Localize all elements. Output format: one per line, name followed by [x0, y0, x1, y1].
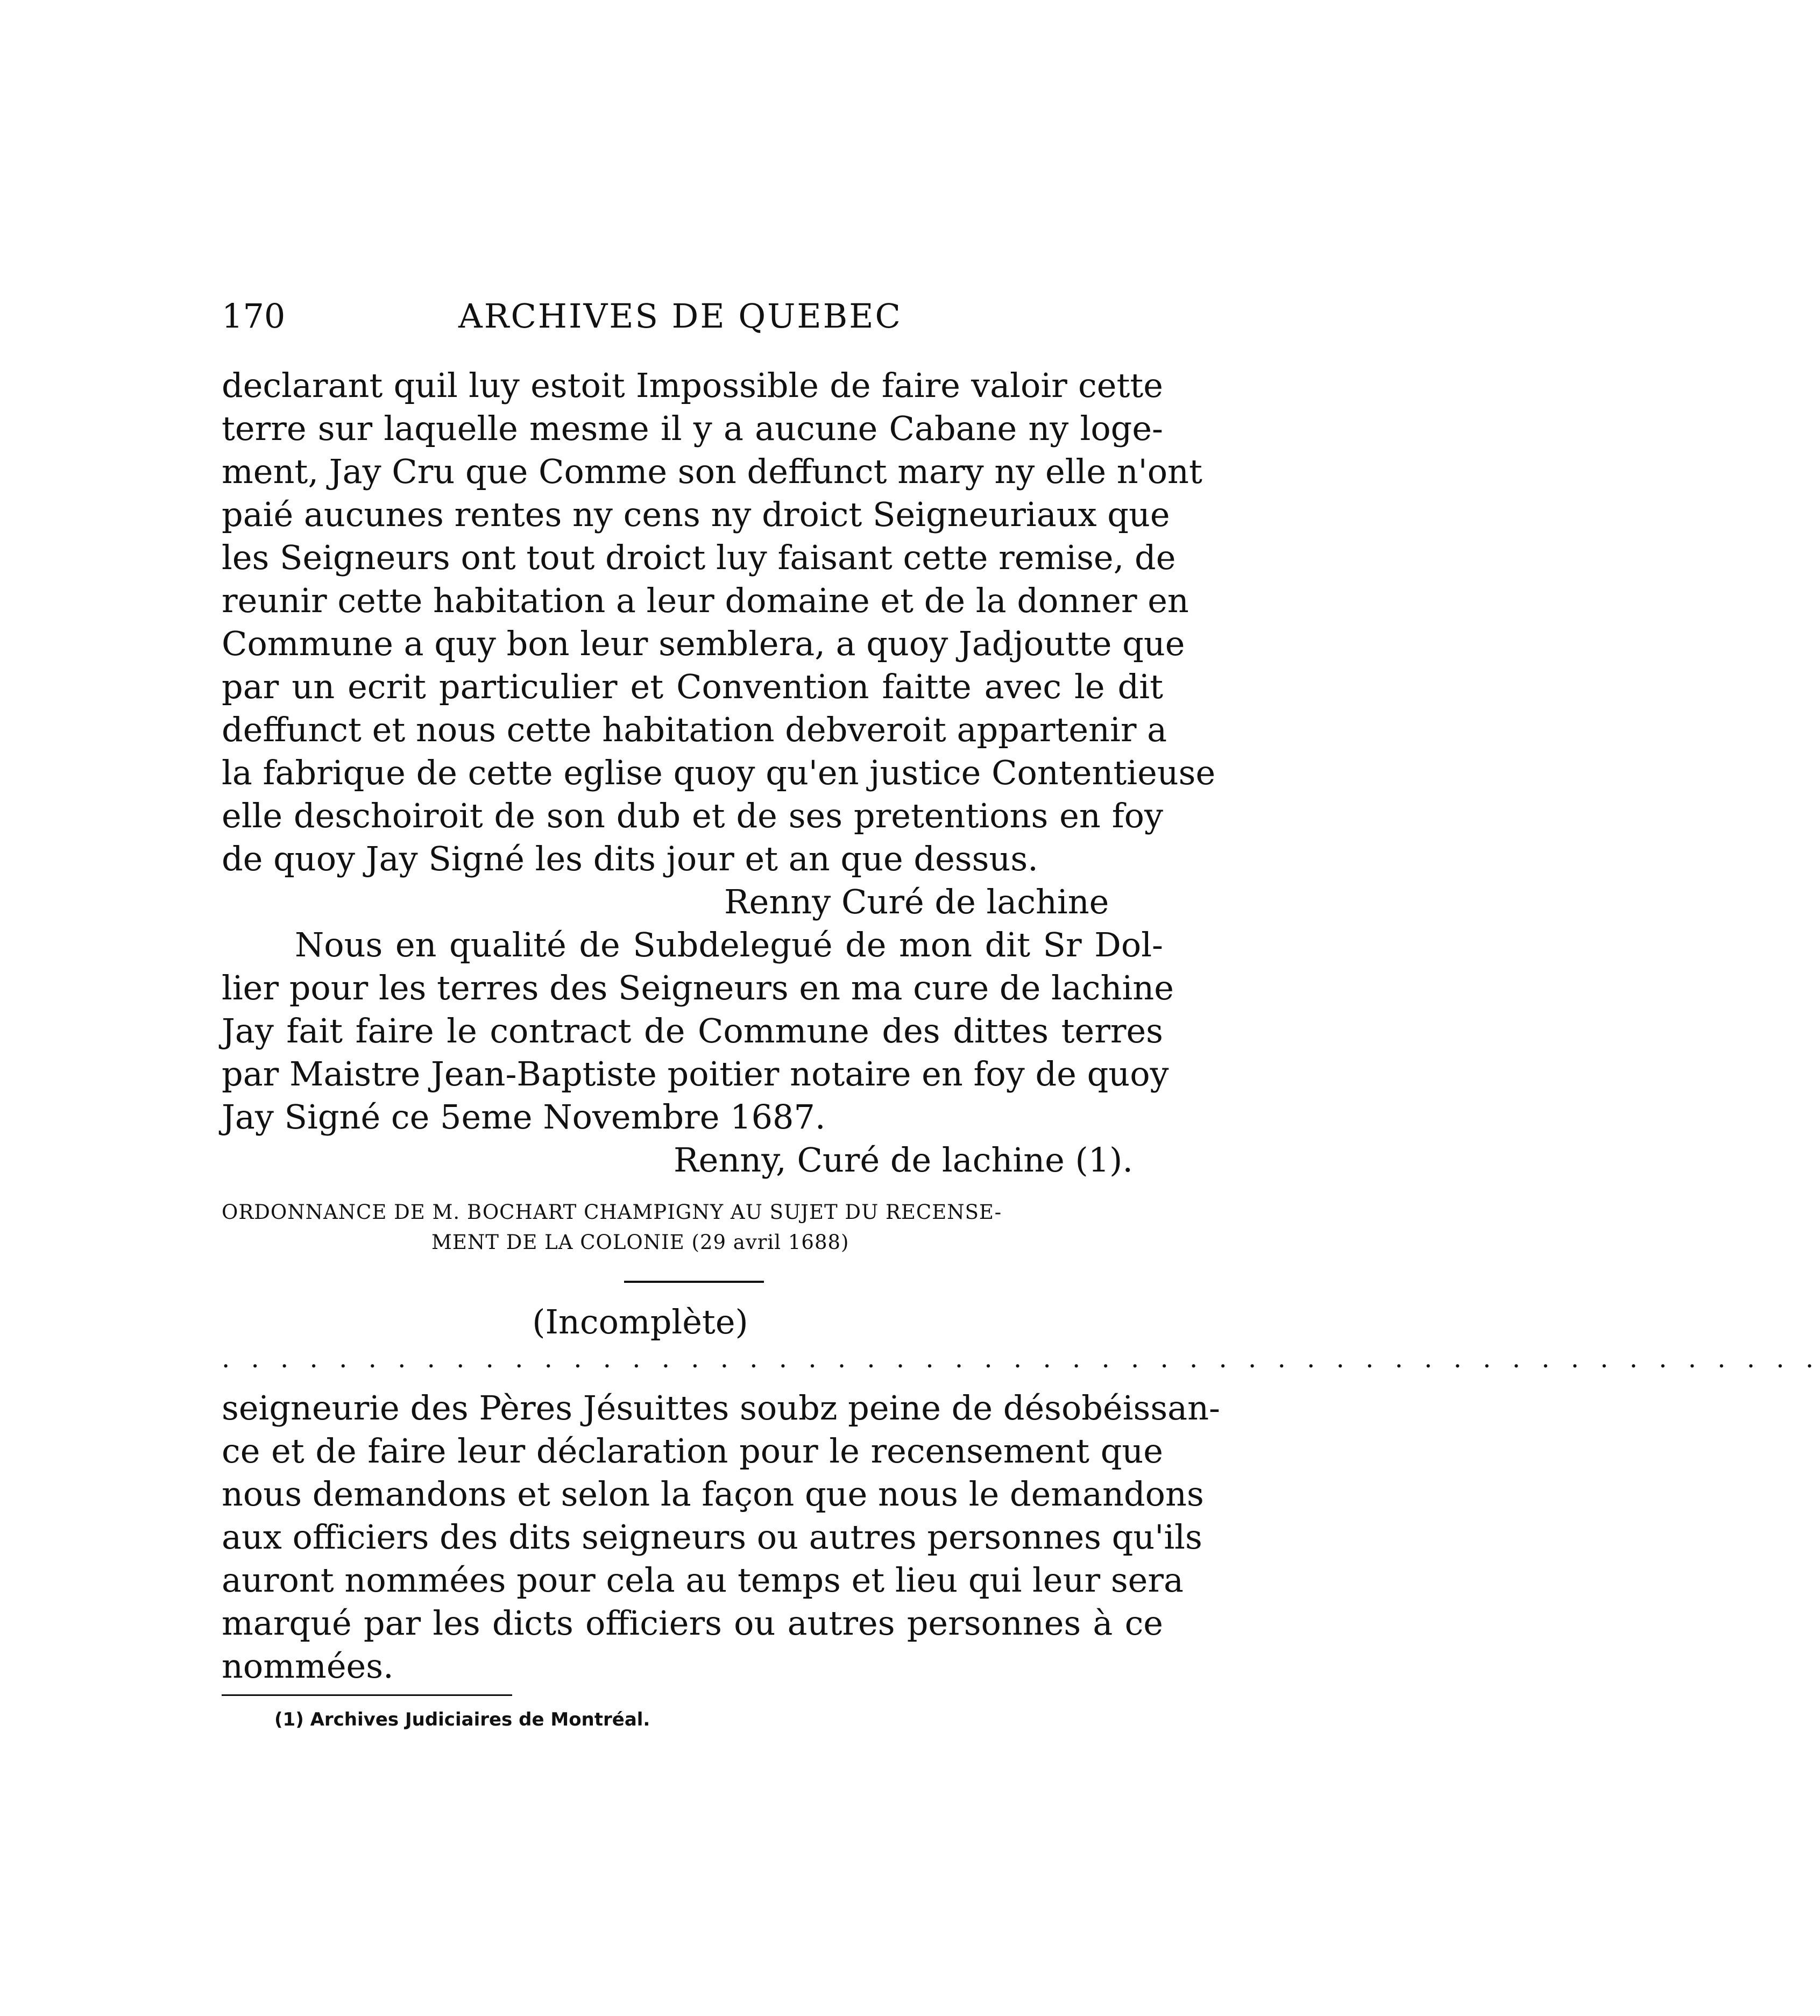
text-line: declarant quil luy estoit Impossible de faire valoir cette — [222, 366, 1163, 405]
text-line: auront nommées pour cela au temps et lieu qui leur sera — [222, 1560, 1184, 1600]
text-line: lier pour les terres des Seigneurs en ma cure de lachine — [222, 968, 1174, 1007]
text-line: elle deschoiroit de son dub et de ses pretentions en foy — [222, 796, 1163, 835]
signature-1: Renny Curé de lachine — [724, 882, 1109, 921]
text-line: les Seigneurs ont tout droict luy faisant cette remise, de — [222, 538, 1176, 577]
section-heading-line-2: MENT DE LA COLONIE (29 avril 1688) — [431, 1231, 849, 1254]
text-line: seigneurie des Pères Jésuittes soubz peine de désobéissan- — [222, 1388, 1220, 1428]
footnote: (1) Archives Judiciaires de Montréal. — [274, 1709, 650, 1730]
text-line: ce et de faire leur déclaration pour le recensement que — [222, 1431, 1163, 1471]
text-line: aux officiers des dits seigneurs ou autres personnes qu'ils — [222, 1517, 1202, 1557]
text-line: Jay Signé ce 5eme Novembre 1687. — [222, 1097, 826, 1137]
text-line: nous demandons et selon la façon que nous le demandons — [222, 1474, 1204, 1514]
text-line: de quoy Jay Signé les dits jour et an que dessus. — [222, 839, 1038, 878]
text-line: par Maistre Jean-Baptiste poitier notaire en foy de quoy — [222, 1054, 1169, 1094]
text-line: terre sur laquelle mesme il y a aucune Cabane ny loge- — [222, 409, 1163, 448]
text-line: deffunct et nous cette habitation debveroit appartenir a — [222, 710, 1167, 749]
text-line: marqué par les dicts officiers ou autres personnes à ce — [222, 1603, 1163, 1643]
subheading: (Incomplète) — [532, 1302, 748, 1341]
page-number: 170 — [222, 296, 286, 336]
ellipsis-line: . . . . . . . . . . . . . . . . . . . . . . . . . . . . . . . . . . . . . . . . . . . . . . . . . . . . . . . — [222, 1344, 1820, 1374]
text-line: reunir cette habitation a leur domaine et de la donner en — [222, 581, 1189, 620]
running-title: ARCHIVES DE QUEBEC — [458, 296, 902, 336]
text-line: nommées. — [222, 1646, 394, 1686]
signature-2: Renny, Curé de lachine (1). — [674, 1140, 1134, 1180]
footnote-rule — [222, 1694, 512, 1696]
divider-rule — [624, 1281, 764, 1283]
text-line: paié aucunes rentes ny cens ny droict Seigneuriaux que — [222, 495, 1170, 534]
text-line: Nous en qualité de Subdelegué de mon dit Sr Dol- — [295, 925, 1163, 964]
text-line: Jay fait faire le contract de Commune des dittes terres — [222, 1011, 1163, 1050]
running-header — [222, 295, 1163, 338]
text-line: ment, Jay Cru que Comme son deffunct mary ny elle n'ont — [222, 452, 1202, 491]
text-line: Commune a quy bon leur semblera, a quoy Jadjoutte que — [222, 624, 1185, 663]
section-heading-line-1: ORDONNANCE DE M. BOCHART CHAMPIGNY AU SUJET DU RECENSE- — [222, 1201, 1002, 1224]
text-line: par un ecrit particulier et Convention faitte avec le dit — [222, 667, 1163, 706]
text-line: la fabrique de cette eglise quoy qu'en justice Contentieuse — [222, 753, 1216, 792]
